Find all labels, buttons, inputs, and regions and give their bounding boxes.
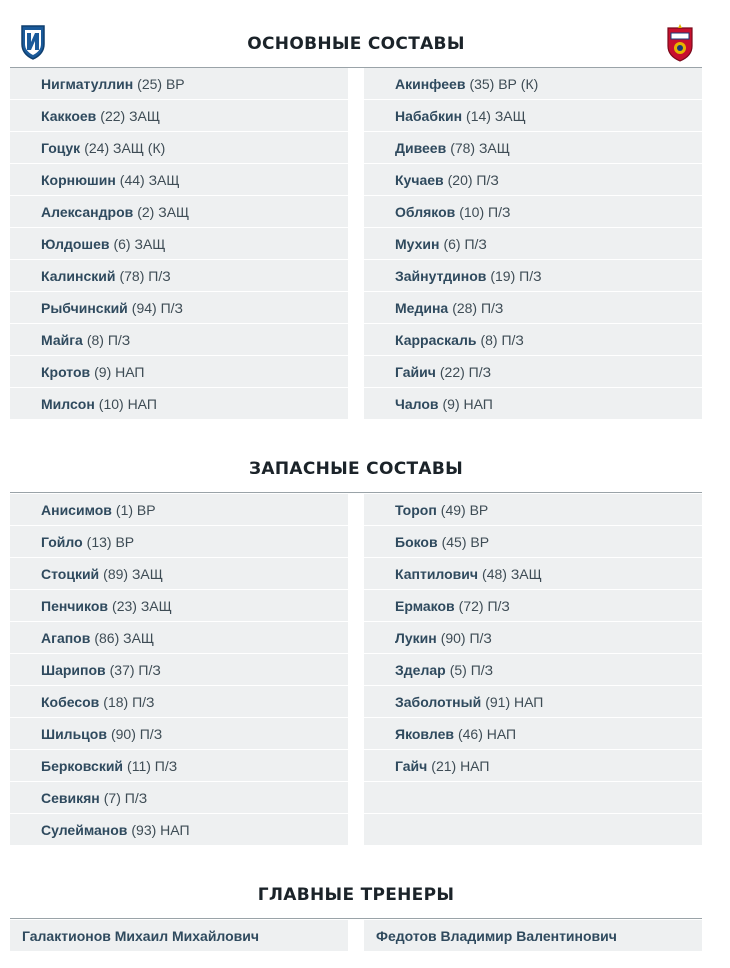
player-info: (25) ВР (137, 75, 185, 92)
player-info: (11) П/З (127, 757, 178, 774)
player-row[interactable] (10, 622, 348, 654)
player-info: (7) П/З (103, 789, 148, 806)
empty-row (364, 782, 702, 814)
player-row[interactable] (10, 228, 348, 260)
player-info: (8) П/З (86, 331, 131, 348)
section-title-subs: ЗАПАСНЫЕ СОСТАВЫ (249, 459, 463, 479)
player-row[interactable] (364, 686, 702, 718)
player-info: (78) ЗАЩ (450, 139, 510, 156)
player-name: Шильцов (41, 725, 107, 742)
player-row[interactable] (10, 654, 348, 686)
player-row[interactable] (364, 654, 702, 686)
player-row[interactable] (10, 68, 348, 100)
subs-home-list (10, 494, 348, 846)
player-info: (49) ВР (440, 501, 489, 518)
player-row[interactable] (10, 718, 348, 750)
player-info: (35) ВР (К) (469, 75, 539, 92)
section-title-coaches: ГЛАВНЫЕ ТРЕНЕРЫ (257, 885, 455, 905)
player-info: (2) ЗАЩ (137, 203, 190, 220)
player-name: Каккоев (41, 107, 97, 124)
player-row[interactable] (364, 718, 702, 750)
player-row[interactable] (364, 324, 702, 356)
player-row[interactable] (364, 526, 702, 558)
player-row[interactable] (10, 558, 348, 590)
player-name: Александров (41, 203, 134, 220)
player-name: Гайич (395, 363, 436, 380)
player-name: Обляков (395, 203, 456, 220)
player-info: (10) П/З (459, 203, 511, 220)
player-row[interactable] (364, 228, 702, 260)
player-info: (20) П/З (447, 171, 499, 188)
player-name: Рыбчинский (41, 299, 128, 316)
player-info: (19) П/З (490, 267, 542, 284)
player-row[interactable] (10, 388, 348, 420)
player-row[interactable] (10, 782, 348, 814)
player-row[interactable] (364, 100, 702, 132)
player-row[interactable] (10, 356, 348, 388)
player-name: Набабкин (395, 107, 463, 124)
player-row[interactable] (364, 292, 702, 324)
player-info: (45) ВР (441, 533, 490, 550)
player-row[interactable] (364, 356, 702, 388)
player-name: Тороп (395, 501, 437, 518)
player-info: (24) ЗАЩ (К) (84, 139, 166, 156)
player-info: (91) НАП (485, 693, 544, 710)
player-name: Калинский (41, 267, 116, 284)
player-info: (28) П/З (452, 299, 504, 316)
player-row[interactable] (10, 292, 348, 324)
cska-crest-icon (666, 24, 694, 62)
coach-name-away[interactable]: Федотов Владимир Валентинович (364, 920, 702, 951)
coaches-header (10, 876, 702, 919)
subs-away-list (364, 494, 702, 846)
player-name: Юлдошев (41, 235, 110, 252)
player-info: (23) ЗАЩ (112, 597, 172, 614)
player-name: Гайч (395, 757, 428, 774)
player-info: (78) П/З (119, 267, 171, 284)
player-row[interactable] (364, 590, 702, 622)
player-info: (94) П/З (131, 299, 183, 316)
player-row[interactable] (364, 388, 702, 420)
player-name: Чалов (395, 395, 439, 412)
player-row[interactable] (364, 164, 702, 196)
player-name: Медина (395, 299, 449, 316)
player-info: (6) П/З (443, 235, 487, 252)
player-row[interactable] (10, 196, 348, 228)
player-row[interactable] (10, 526, 348, 558)
player-row[interactable] (10, 260, 348, 292)
player-name: Корнюшин (41, 171, 116, 188)
player-info: (72) П/З (458, 597, 510, 614)
player-info: (46) НАП (457, 725, 517, 742)
player-name: Акинфеев (395, 75, 466, 92)
coach-name-home[interactable]: Галактионов Михаил Михайлович (10, 920, 348, 951)
player-row[interactable] (364, 558, 702, 590)
player-name: Майга (41, 331, 83, 348)
player-name: Дивеев (395, 139, 447, 156)
player-row[interactable] (10, 100, 348, 132)
player-info: (22) П/З (439, 363, 492, 380)
player-row[interactable] (364, 494, 702, 526)
player-info: (9) НАП (442, 395, 493, 412)
player-row[interactable] (10, 590, 348, 622)
player-name: Лукин (395, 629, 437, 646)
player-row[interactable] (10, 164, 348, 196)
player-row[interactable] (364, 260, 702, 292)
player-name: Севикян (41, 789, 100, 806)
player-row[interactable] (10, 814, 348, 846)
player-info: (86) ЗАЩ (94, 629, 155, 646)
player-info: (93) НАП (131, 821, 190, 838)
player-info: (1) ВР (115, 501, 156, 518)
player-name: Карраскаль (395, 331, 477, 348)
player-name: Зделар (395, 661, 446, 678)
player-row[interactable] (10, 324, 348, 356)
player-name: Каптилович (395, 565, 479, 582)
player-name: Милсон (41, 395, 95, 412)
starting-lineups-header (10, 24, 702, 68)
player-name: Агапов (41, 629, 91, 646)
player-name: Берковский (41, 757, 124, 774)
player-info: (8) П/З (480, 331, 524, 348)
coach-away (364, 920, 702, 951)
player-info: (89) ЗАЩ (103, 565, 163, 582)
player-name: Ермаков (395, 597, 455, 614)
player-info: (37) П/З (109, 661, 161, 678)
player-info: (22) ЗАЩ (100, 107, 160, 124)
starting-home-list (10, 68, 348, 420)
section-title-starting: ОСНОВНЫЕ СОСТАВЫ (247, 34, 465, 54)
player-row[interactable] (10, 494, 348, 526)
player-name: Кротов (41, 363, 91, 380)
subs-header (10, 450, 702, 493)
player-row[interactable] (364, 750, 702, 782)
player-info: (14) ЗАЩ (466, 107, 526, 124)
player-name: Мухин (395, 235, 440, 252)
player-info: (10) НАП (98, 395, 157, 412)
player-row[interactable] (364, 68, 702, 100)
player-info: (48) ЗАЩ (482, 565, 542, 582)
player-name: Заболотный (395, 693, 482, 710)
player-name: Зайнутдинов (395, 267, 487, 284)
player-info: (44) ЗАЩ (119, 171, 180, 188)
empty-row (364, 814, 702, 846)
player-info: (18) П/З (103, 693, 155, 710)
player-info: (90) П/З (110, 725, 163, 742)
player-info: (5) П/З (449, 661, 494, 678)
starting-away-list (364, 68, 702, 420)
player-row[interactable] (364, 132, 702, 164)
player-name: Боков (395, 533, 438, 550)
coach-home (10, 920, 348, 951)
player-name: Гоцук (41, 139, 81, 156)
player-name: Стоцкий (41, 565, 100, 582)
player-row[interactable] (10, 750, 348, 782)
player-info: (6) ЗАЩ (113, 235, 166, 252)
player-name: Анисимов (41, 501, 112, 518)
player-info: (13) ВР (86, 533, 135, 550)
player-info: (9) НАП (94, 363, 145, 380)
player-row[interactable] (10, 132, 348, 164)
player-name: Гойло (41, 533, 83, 550)
player-name: Шарипов (41, 661, 106, 678)
player-name: Сулейманов (41, 821, 128, 838)
player-name: Нигматуллин (41, 75, 134, 92)
player-name: Кобесов (41, 693, 100, 710)
player-row[interactable] (364, 622, 702, 654)
player-name: Кучаев (395, 171, 444, 188)
player-name: Яковлев (395, 725, 454, 742)
player-row[interactable] (364, 196, 702, 228)
player-info: (21) НАП (431, 757, 490, 774)
player-info: (90) П/З (440, 629, 492, 646)
player-name: Пенчиков (41, 597, 109, 614)
player-row[interactable] (10, 686, 348, 718)
